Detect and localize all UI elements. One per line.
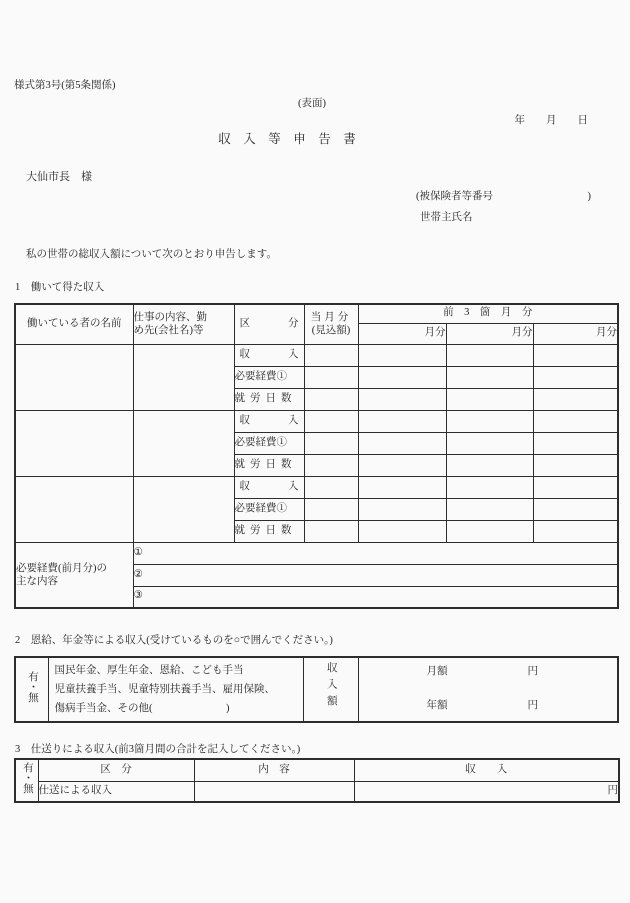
input-cell (533, 520, 618, 542)
input-cell (304, 366, 358, 388)
col-header-content: 内 容 (194, 759, 354, 781)
input-cell (358, 454, 446, 476)
col-header-job: 仕事の内容、勤 め先(会社名)等 (133, 304, 234, 344)
yes-no-cell: 有・無 (15, 759, 38, 802)
input-cell (358, 498, 446, 520)
worker-1-job-cell (133, 344, 234, 410)
workdays-row-label: 就労日数 (234, 388, 304, 410)
section2-title: 2 恩給、年金等による収入(受けているものを○で囲んでください。) (15, 635, 333, 646)
pension-types-cell: 国民年金、厚生年金、恩給、こども手当 児童扶養手当、児童特別扶養手当、雇用保険、 傷病手当金、その他( ) (48, 657, 303, 722)
input-cell (304, 432, 358, 454)
expense-note-row-3: ③ (133, 586, 618, 608)
income-yen-cell: 円 (354, 781, 619, 802)
input-cell (446, 432, 533, 454)
input-cell (304, 454, 358, 476)
expense-row-label: 必要経費① (234, 366, 304, 388)
input-cell (533, 498, 618, 520)
pension-income-table (14, 656, 619, 723)
yearly-amount-line: 年額 円 (426, 700, 538, 712)
input-cell (358, 344, 446, 366)
householder-name-label: 世帯主氏名 (420, 212, 473, 223)
expense-note-row-2: ② (133, 564, 618, 586)
expense-note-row-1: ① (133, 542, 618, 564)
input-cell (533, 476, 618, 498)
input-cell (304, 476, 358, 498)
amount-values-cell (358, 657, 618, 722)
form-id: 様式第3号(第5条関係) (14, 80, 116, 91)
income-row-label: 収 入 (234, 344, 304, 366)
income-row-label: 収 入 (234, 410, 304, 432)
remittance-row-label: 仕送による収入 (38, 781, 194, 802)
income-row-label: 収 入 (234, 476, 304, 498)
worker-3-job-cell (133, 476, 234, 542)
input-cell (446, 498, 533, 520)
input-cell (446, 454, 533, 476)
earned-income-table (14, 303, 619, 609)
input-cell (304, 344, 358, 366)
side-label: (表面) (298, 98, 326, 109)
col-header-worker-name: 働いている者の名前 (15, 304, 133, 344)
input-cell (446, 388, 533, 410)
input-cell (533, 366, 618, 388)
worker-2-name-cell (15, 410, 133, 476)
input-cell (446, 344, 533, 366)
input-cell (533, 410, 618, 432)
input-cell (358, 366, 446, 388)
page-title: 収 入 等 申 告 書 (218, 132, 356, 146)
col-header-category: 区 分 (234, 304, 304, 344)
col-header-current-month: 当月分 (見込額) (304, 304, 358, 344)
declaration-text: 私の世帯の総収入額について次のとおり申告します。 (26, 249, 277, 260)
input-cell (533, 388, 618, 410)
col-header-category: 区 分 (38, 759, 194, 781)
insured-number-label: (被保険者等番号 ) (416, 191, 591, 202)
workdays-row-label: 就労日数 (234, 454, 304, 476)
month-3-header: 月分 (533, 323, 618, 344)
input-cell (446, 476, 533, 498)
monthly-amount-line: 月額 円 (426, 666, 538, 677)
input-cell (358, 520, 446, 542)
input-cell (533, 344, 618, 366)
input-cell (446, 410, 533, 432)
month-2-header: 月分 (446, 323, 533, 344)
input-cell (358, 410, 446, 432)
section3-title: 3 仕送りによる収入(前3箇月間の合計を記入してください。) (15, 744, 301, 755)
input-cell (358, 476, 446, 498)
input-cell (358, 432, 446, 454)
worker-2-job-cell (133, 410, 234, 476)
col-header-income: 収 入 (354, 759, 619, 781)
section1-title: 1 働いて得た収入 (15, 282, 105, 293)
input-cell (304, 410, 358, 432)
expense-note-label: 必要経費(前月分)の 主な内容 (15, 542, 133, 608)
addressee: 大仙市長 様 (26, 171, 92, 183)
input-cell (446, 520, 533, 542)
date-line: 年 月 日 (514, 115, 588, 126)
worker-3-name-cell (15, 476, 133, 542)
col-header-prev-3-months: 前 3 箇 月 分 (358, 304, 618, 323)
input-cell (304, 388, 358, 410)
yes-no-cell: 有・無 (15, 657, 48, 722)
input-cell (304, 520, 358, 542)
amount-header-cell: 収入額 (303, 657, 358, 722)
expense-row-label: 必要経費① (234, 498, 304, 520)
month-1-header: 月分 (358, 323, 446, 344)
input-cell (446, 366, 533, 388)
input-cell (533, 454, 618, 476)
input-cell (194, 781, 354, 802)
input-cell (533, 432, 618, 454)
input-cell (304, 498, 358, 520)
input-cell (358, 388, 446, 410)
worker-1-name-cell (15, 344, 133, 410)
workdays-row-label: 就労日数 (234, 520, 304, 542)
expense-row-label: 必要経費① (234, 432, 304, 454)
remittance-income-table (14, 758, 620, 803)
